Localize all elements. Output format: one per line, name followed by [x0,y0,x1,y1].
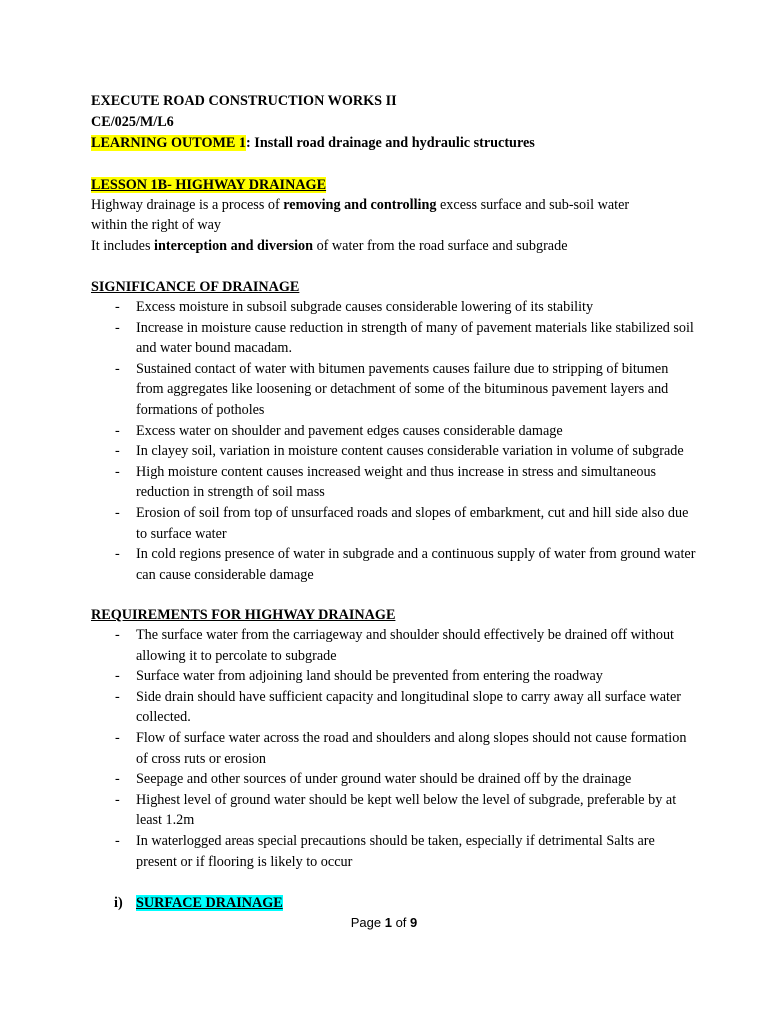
significance-heading: SIGNIFICANCE OF DRAINAGE [91,279,300,295]
course-title: EXECUTE ROAD CONSTRUCTION WORKS II [91,93,397,109]
definition-paragraph-1-cont: within the right of way [91,217,222,233]
list-item [0,831,696,872]
page-total: 9 [410,915,418,930]
list-item-text: High moisture content causes increased weight and thus increase in stress and simultaneous reduction in strength of soil mass [136,463,657,501]
learning-outcome-text: : Install road drainage and hydraulic structures [246,135,535,151]
list-item-text: Increase in moisture cause reduction in strength of many of pavement materials like stabilized soil and water bound macadam. [136,319,694,357]
list-item [0,441,696,462]
list-item [0,359,696,421]
list-item [0,503,696,544]
list-item [0,769,696,790]
bullet-dash: - [115,319,120,336]
page-of-label: of [391,915,411,930]
list-item [0,318,696,359]
list-item-text: Side drain should have sufficient capacity and longitudinal slope to carry away all surface water collected. [136,688,681,726]
list-item-text: Surface water from adjoining land should be prevented from entering the roadway [136,668,603,685]
definition-text: Highway drainage is a process of [91,197,284,213]
list-item-text: Seepage and other sources of under ground water should be drained off by the drainage [136,771,632,788]
bullet-dash: - [115,832,120,849]
list-item-text: Highest level of ground water should be kept well below the level of subgrade, preferable by at least 1.2m [136,791,677,829]
list-item-text: Excess water on shoulder and pavement edges causes considerable damage [136,422,563,439]
significance-list [0,297,768,585]
bullet-dash: - [115,688,120,705]
list-item [0,687,696,728]
lesson-title-text: LESSON 1B- HIGHWAY DRAINAGE [91,177,327,193]
list-item-text: Sustained contact of water with bitumen pavements causes failure due to stripping of bitumen from aggregates like loosening or detachment of some of the bituminous pavement layers and formations of potholes [136,360,669,418]
page-footer [0,913,768,933]
definition-paragraph-1 [91,195,629,215]
list-item [0,666,696,687]
list-item [0,544,696,585]
bullet-dash: - [115,443,120,460]
bullet-dash: - [115,504,120,521]
subsection-numeral: i) [114,895,123,911]
bullet-dash: - [115,771,120,788]
list-item-text: In cold regions presence of water in subgrade and a continuous supply of water from ground water can cause considerable damage [136,546,696,583]
list-item [0,462,696,503]
bullet-dash: - [115,463,120,480]
requirements-list [0,625,768,872]
list-item-text: Flow of surface water across the road and shoulders and along slopes should not cause formation of cross ruts or erosion [136,729,687,767]
definition-text: excess surface and sub-soil water [436,197,630,213]
course-code: CE/025/M/L6 [91,114,174,130]
requirements-heading: REQUIREMENTS FOR HIGHWAY DRAINAGE [91,607,396,623]
list-item [0,421,696,442]
subsection-title [136,893,283,913]
list-item [0,297,696,318]
bullet-dash: - [115,791,120,808]
list-item-text: Excess moisture in subsoil subgrade causes considerable lowering of its stability [136,299,594,315]
list-item-text: The surface water from the carriageway and shoulder should effectively be drained off without allowing it to percolate to subgrade [136,627,674,664]
list-item [0,790,696,831]
learning-outcome-label: LEARNING OUTOME 1 [91,135,247,151]
list-item [0,728,696,769]
bullet-dash: - [115,299,120,315]
definition-text: of water from the road surface and subgrade [313,238,568,254]
list-item-text: In waterlogged areas special precautions should be taken, especially if detrimental Salts are present or if flooring is likely to occur [136,832,655,870]
bullet-dash: - [115,729,120,746]
bullet-dash: - [115,546,120,563]
list-item-text: Erosion of soil from top of unsurfaced roads and slopes of embarkment, cut and hill side also due to surface water [136,504,689,542]
subsection-title-text: SURFACE DRAINAGE [136,895,283,911]
bullet-dash: - [115,360,120,377]
definition-emphasis: removing and controlling [283,197,437,213]
bullet-dash: - [115,627,120,643]
learning-outcome [91,133,535,153]
list-item-text: In clayey soil, variation in moisture content causes considerable variation in volume of subgrade [136,443,684,460]
definition-paragraph-2 [91,236,568,256]
definition-text: It includes [91,238,155,254]
page-label: Page [350,915,385,930]
page-number: 1 [384,915,392,930]
bullet-dash: - [115,668,120,685]
definition-emphasis: interception and diversion [154,238,314,254]
lesson-title [91,175,326,195]
list-item [0,625,696,666]
bullet-dash: - [115,422,120,439]
